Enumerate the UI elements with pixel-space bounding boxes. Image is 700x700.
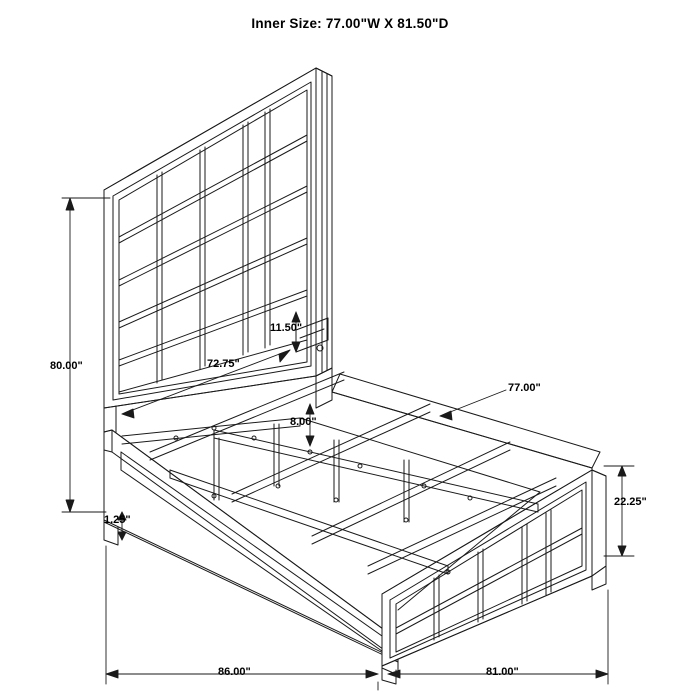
near-side-rail [104, 430, 398, 675]
dimension-label-headboard-width: 72.75" [207, 358, 240, 370]
headboard-panel [104, 68, 332, 408]
dimension-label-overall-height: 80.00" [50, 360, 83, 372]
dimension-label-rail-drop: 11.50" [270, 322, 303, 334]
dimension-label-inner-width: 77.00" [508, 382, 541, 394]
dimension-label-deck-height: 8.00" [290, 416, 317, 428]
footboard-panel [382, 470, 606, 666]
dimension-label-footboard-height: 22.25" [614, 496, 647, 508]
dimension-label-foot-clearance: 1.25" [104, 514, 131, 526]
dimension-label-overall-depth: 81.00" [486, 666, 519, 678]
page-title: Inner Size: 77.00"W X 81.50"D [251, 16, 449, 31]
dimension-label-overall-length: 86.00" [218, 666, 251, 678]
